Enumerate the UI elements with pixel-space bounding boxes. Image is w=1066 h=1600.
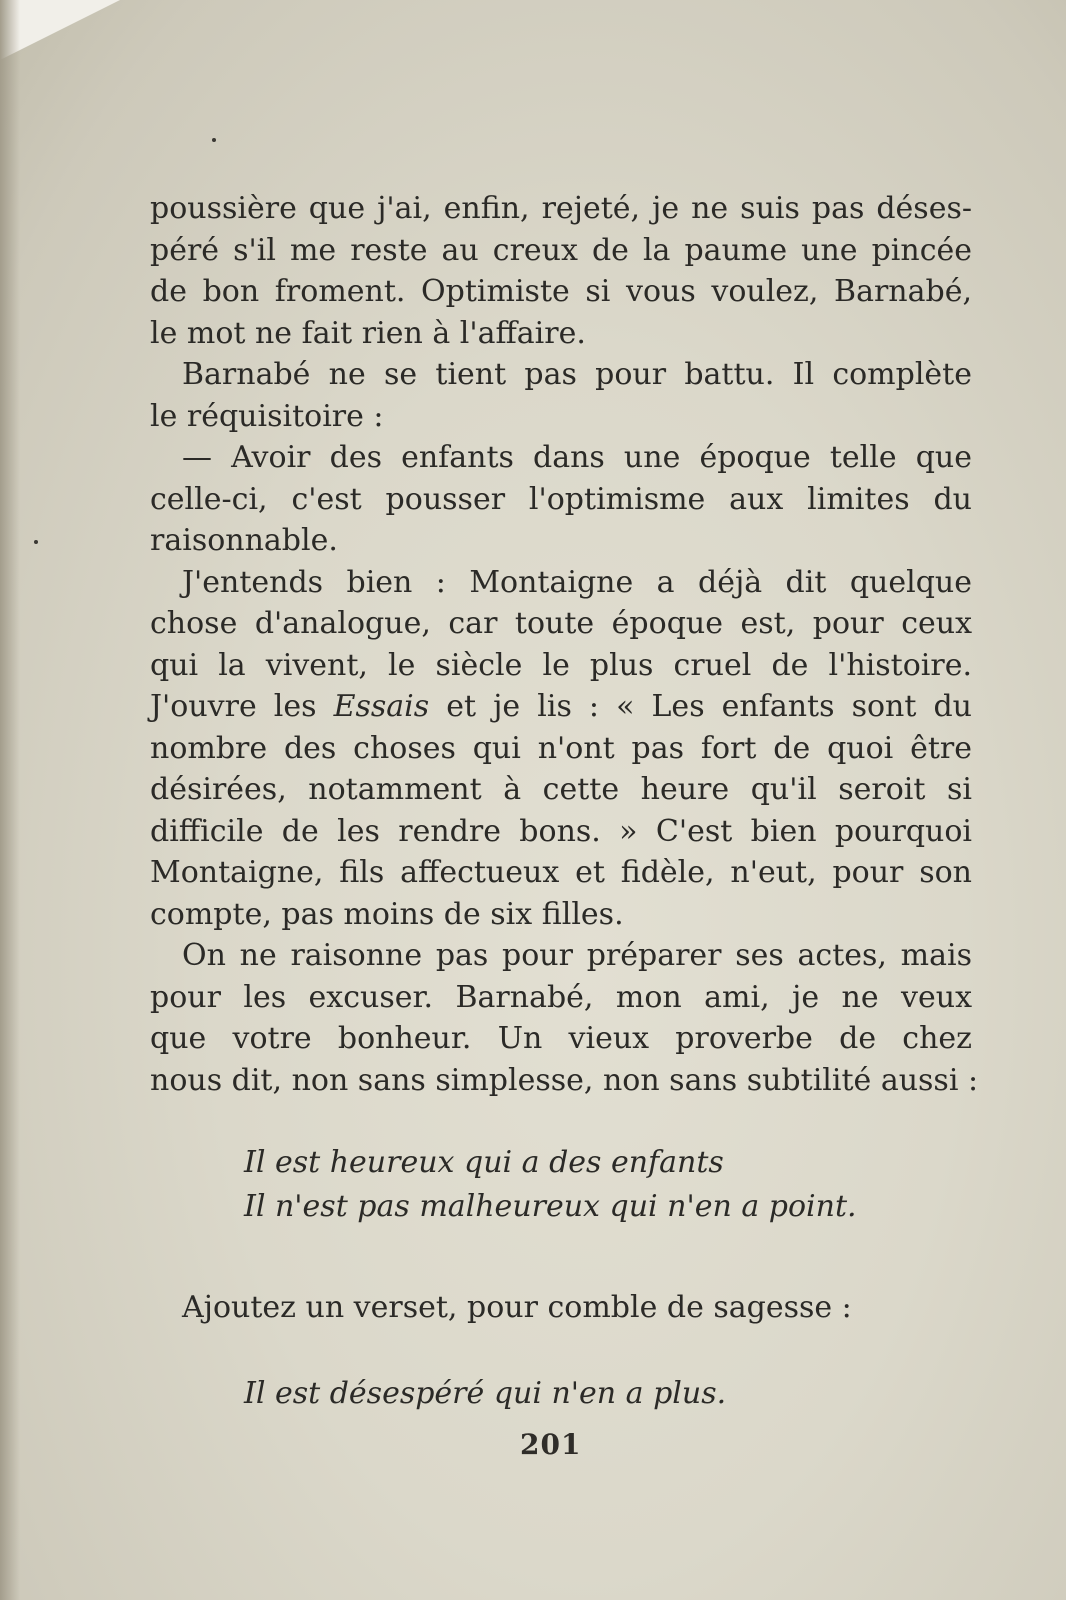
text-line: celle-ci, c'est pousser l'optimisme aux limites du <box>150 481 972 517</box>
page-number: 201 <box>520 1428 582 1461</box>
text-line: désirées, notamment à cette heure qu'il seroit si <box>150 772 972 807</box>
paragraph <box>150 935 979 1101</box>
final-verse-line: Il est désespéré qui n'en a plus. <box>244 1375 727 1411</box>
verse-line: Il n'est pas malheureux qui n'en a point. <box>244 1189 857 1224</box>
text-line: On ne raisonne pas pour préparer ses actes, mais <box>182 938 972 973</box>
closing-paragraph: Ajoutez un verset, pour comble de sagesse : <box>182 1290 852 1325</box>
text-line: nous dit, non sans simplesse, non sans subtilité aussi : <box>150 1062 979 1098</box>
text-line: pour les excuser. Barnabé, mon ami, je ne veux <box>150 979 972 1015</box>
text-line: J'ouvre les Essais et je lis : « Les enfants sont du <box>150 689 972 724</box>
text-line: raisonnable. <box>150 523 338 558</box>
text-line: nombre des choses qui n'ont pas fort de quoi être <box>150 730 972 766</box>
verse-line: Il est heureux qui a des enfants <box>244 1145 724 1180</box>
text-line: — Avoir des enfants dans une époque telle que <box>182 440 972 475</box>
text-line: le réquisitoire : <box>150 398 384 434</box>
text-line: poussière que j'ai, enfin, rejeté, je ne suis pas déses- <box>150 191 972 226</box>
text-line: le mot ne fait rien à l'affaire. <box>150 315 586 351</box>
proverb-verse <box>244 1141 972 1229</box>
paragraph <box>150 562 972 936</box>
page-text <box>150 188 979 1414</box>
text-line: péré s'il me reste au creux de la paume une pincée <box>150 232 972 268</box>
paragraph <box>150 354 972 437</box>
text-line: qui la vivent, le siècle le plus cruel de l'histoire. <box>150 647 972 683</box>
text-line: chose d'analogue, car toute époque est, pour ceux <box>150 606 972 641</box>
paragraph <box>150 188 972 354</box>
text-line: que votre bonheur. Un vieux proverbe de chez <box>150 1021 972 1056</box>
paragraph <box>150 437 972 562</box>
book-title: Essais <box>333 689 430 724</box>
paper-speck <box>34 540 38 544</box>
text-line: Barnabé ne se tient pas pour battu. Il complète <box>182 357 972 392</box>
text-line: difficile de les rendre bons. » C'est bien pourquoi <box>150 813 972 849</box>
text-line: Montaigne, fils affectueux et fidèle, n'eut, pour son <box>150 855 972 890</box>
text-line: J'entends bien : Montaigne a déjà dit quelque <box>182 564 972 600</box>
paper-speck <box>212 138 216 142</box>
binding-shadow <box>0 0 20 1600</box>
text-line: compte, pas moins de six filles. <box>150 896 624 932</box>
text-line: de bon froment. Optimiste si vous voulez, Barnabé, <box>150 274 972 309</box>
prose-paragraphs <box>150 188 979 1101</box>
